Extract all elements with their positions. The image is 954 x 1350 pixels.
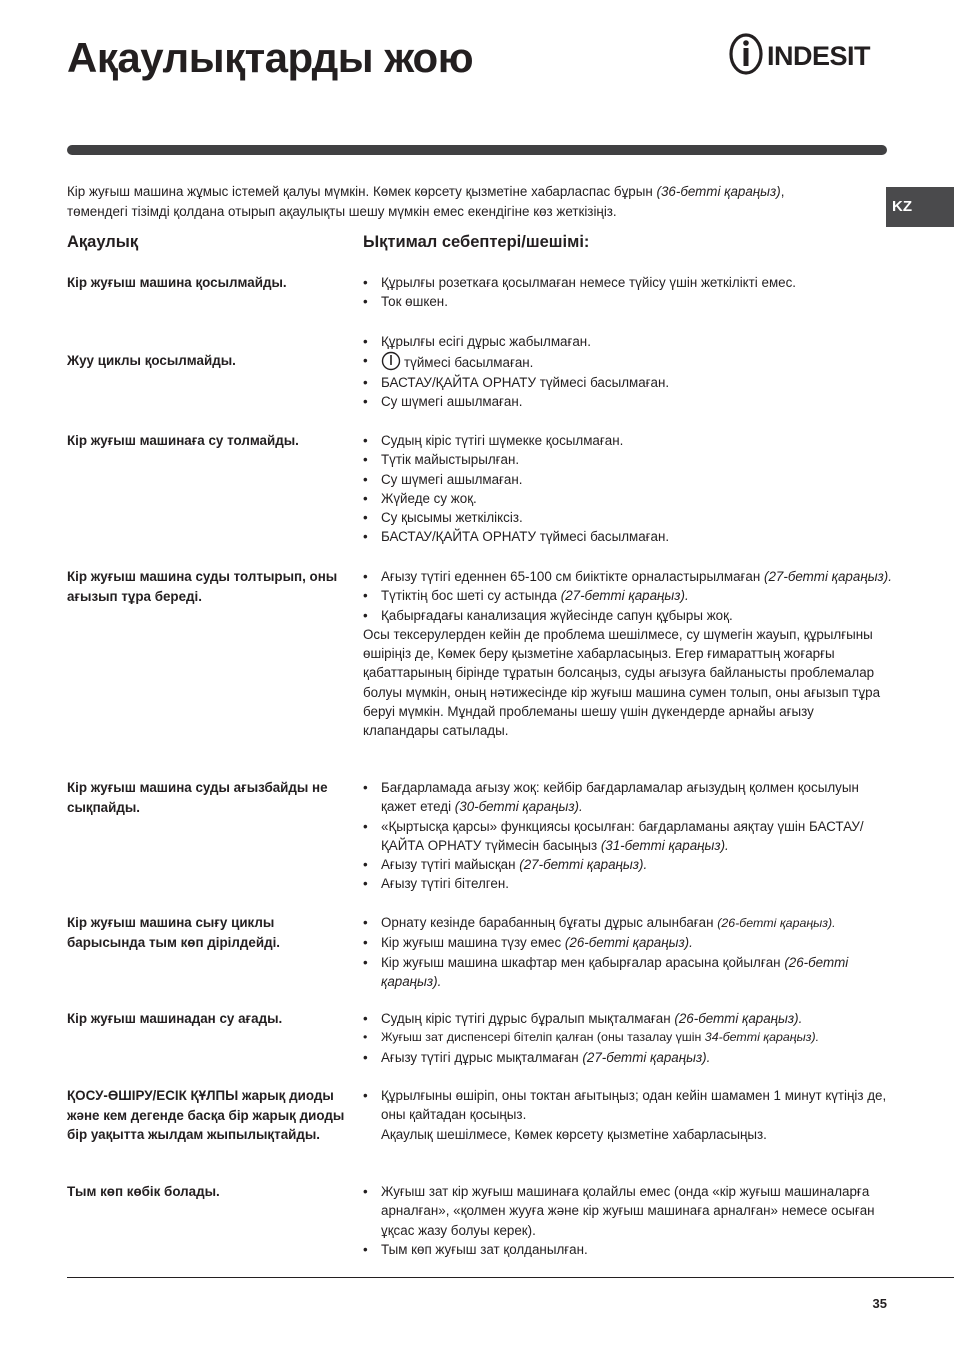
cause-item (363, 817, 893, 856)
cause-text: Бағдарламада ағызу жоқ: кейбір бағдарламалар ағызудың қолмен қосылуын қажет етеді (381, 780, 859, 815)
cause-text: БАСТАУ/ҚАЙТА ОРНАТУ түймесі басылмаған. (381, 374, 670, 390)
cause-text: Судың кіріс түтігі дұрыс бұралып мықталмаған (381, 1011, 671, 1026)
cause-text: Жүйеде су жоқ. (381, 490, 477, 506)
cause-text: Тым көп жуғыш зат қолданылған. (381, 1241, 588, 1257)
causes-list (363, 913, 893, 991)
cause-item (363, 874, 893, 893)
cause-item (363, 913, 893, 933)
cause-text: Кір жуғыш машина түзу емес (381, 935, 562, 951)
cause-item (363, 527, 893, 546)
problem-text: Кір жуғыш машина суды толтырып, оны ағызып тұра береді. (67, 569, 338, 604)
cause-text: Су шүмегі ашылмаған. (381, 471, 523, 487)
causes-list (363, 567, 893, 741)
cause-item (363, 450, 893, 469)
cause-text: Ағызу түтігі бітелген. (381, 876, 509, 892)
cause-text: Қабырғадағы канализация жүйесінде сапун құбыры жоқ. (381, 607, 733, 623)
footer-divider (67, 1277, 954, 1278)
cause-item (363, 431, 893, 450)
page-title: Ақаулықтарды жою (67, 34, 474, 81)
page-reference: (26-бетті қараңыз). (381, 954, 849, 989)
page-reference: 34-бетті қараңыз). (704, 1030, 820, 1045)
intro-paragraph (67, 182, 847, 221)
cause-text: Ағызу түтігі майысқан (381, 857, 516, 873)
cause-text: БАСТАУ/ҚАЙТА ОРНАТУ түймесі басылмаған. (381, 529, 670, 545)
cause-item (363, 1028, 893, 1047)
intro-text: Кір жуғыш машина жұмыс істемей қалуы мүмкін. Көмек көрсету қызметіне хабарласпас бұрын (67, 184, 657, 199)
cause-text: Түтіктің бос шеті су астында (381, 588, 557, 604)
causes-list (363, 332, 893, 411)
causes-list (363, 273, 893, 312)
cause-text: Кір жуғыш машина шкафтар мен қабырғалар арасына қойылған (381, 954, 781, 970)
cause-item (363, 1086, 893, 1144)
power-button-icon (381, 351, 401, 371)
page-reference: (26-бетті қараңыз). (674, 1011, 803, 1026)
cause-item (363, 489, 893, 508)
cause-text: Орнату кезінде барабанның бұғаты дұрыс алынбаған (381, 915, 714, 930)
cause-item (363, 586, 893, 605)
cause-item (363, 1009, 893, 1028)
cause-item (363, 332, 893, 351)
cause-item (363, 1182, 893, 1240)
problem-text: Жуу циклы қосылмайды. (67, 353, 236, 368)
page-reference: (26-бетті қараңыз). (564, 935, 693, 951)
causes-column-header: Ықтимал себептері/шешімі: (363, 233, 590, 251)
cause-text: Құрылғы есігі дұрыс жабылмаған. (381, 334, 591, 349)
problem-column-header: Ақаулық (67, 233, 139, 251)
intro-text-end: , төмендегі тізімді қолдана отырып ақаулықты шешу мүмкін емес екендігіне көз жеткізіңіз. (67, 184, 785, 219)
causes-note: Осы тексерулерден кейін де проблема шешілмесе, су шүмегін жауып, құрылғыны өшіріңіз де, Көмек беру қызметіне хабарласыңыз. Егер ғимараттың жоғарғы қабаттарының бірінде тұратын болсаңыз, суды ағызуға байланысты проблемалар болуы мүмкін, оның нәтижесінде кір жуғыш машина сумен толып, оны ағызып тұра беруі мүмкін. Мұндай проблеманы шешу үшін дүкендерде арнайы ағызу клапандары сатылады. (363, 626, 881, 739)
page-reference: (27-бетті қараңыз). (764, 569, 892, 584)
cause-item (363, 392, 893, 411)
causes-list (363, 1182, 893, 1259)
cause-item (363, 273, 893, 292)
problem-text: Кір жуғыш машина қосылмайды. (67, 275, 287, 290)
cause-text: Жуғыш зат диспенсері бітеліп қалған (оны тазалау үшін (381, 1030, 702, 1045)
page-reference: (27-бетті қараңыз). (582, 1049, 711, 1065)
cause-text: Құрылғыны өшіріп, оны токтан ағытыңыз; одан кейін шамамен 1 минут күтіңіз де, оны қайтадан қосыңыз. (381, 1088, 887, 1123)
cause-text: «Қыртысқа қарсы» функциясы қосылған: бағдарламаны аяқтау үшін БАСТАУ/ҚАЙТА ОРНАТУ түймесін басыңыз (381, 818, 864, 853)
cause-item (363, 373, 893, 392)
cause-text: Ток өшкен. (381, 294, 448, 310)
cause-text: Су қысымы жеткіліксіз. (381, 510, 523, 526)
cause-text: Ағызу түтігі еденнен 65-100 см биіктікте орналастырылмаған (381, 569, 761, 584)
page-number: 35 (872, 1296, 887, 1311)
cause-text: Түтік майыстырылған. (381, 452, 520, 468)
cause-text: Судың кіріс түтігі шүмекке қосылмаған. (381, 433, 624, 448)
causes-list (363, 778, 893, 894)
cause-item (363, 567, 893, 586)
cause-text: Жуғыш зат кір жуғыш машинаға қолайлы емес (онда «кір жуғыш машиналарға арналған», «қолмен жууға және кір жуғыш машинаға арналған» немесе осыған ұқсас жазу болуы керек). (381, 1184, 875, 1238)
causes-list (363, 431, 893, 547)
cause-item (363, 855, 893, 874)
cause-item (363, 933, 893, 952)
indesit-logo (727, 33, 887, 75)
cause-item (363, 1048, 893, 1067)
brand-name: INDESIT (767, 41, 871, 71)
page-reference: (31-бетті қараңыз). (600, 837, 729, 853)
cause-item (363, 470, 893, 489)
page-reference: (30-бетті қараңыз). (454, 799, 583, 815)
problem-text: Кір жуғыш машинаға су толмайды. (67, 433, 299, 448)
causes-list (363, 1086, 893, 1144)
cause-item (363, 1240, 893, 1259)
problem-text: Тым көп көбік болады. (67, 1184, 220, 1199)
cause-item (363, 953, 893, 992)
problem-text: Кір жуғыш машинадан су ағады. (67, 1011, 283, 1026)
cause-item (363, 292, 893, 311)
language-tab: KZ (886, 187, 954, 227)
page-reference: (26-бетті қараңыз). (717, 916, 836, 930)
intro-ref: (36-бетті қараңыз) (656, 184, 781, 199)
cause-item (363, 606, 893, 625)
cause-text: Құрылғы розеткаға қосылмаған немесе түйісу үшін жеткілікті емес. (381, 275, 797, 290)
cause-item (363, 778, 893, 817)
problem-text: ҚОСУ-ӨШІРУ/ЕСІК ҚҰЛПЫ жарық диоды және кем дегенде басқа бір жарық диоды бір уақытта жылдам жыпылықтайды. (67, 1088, 345, 1142)
title-divider (67, 145, 887, 155)
cause-item (363, 508, 893, 527)
problem-text: Кір жуғыш машина сығу циклы барысында тым көп дірілдейді. (67, 915, 281, 950)
page-reference: (27-бетті қараңыз). (560, 588, 689, 604)
cause-text: түймесі басылмаған. (404, 355, 534, 371)
cause-text: Су шүмегі ашылмаған. (381, 393, 523, 409)
cause-text: Ағызу түтігі дұрыс мықталмаған (381, 1049, 579, 1065)
causes-list (363, 1009, 893, 1067)
problem-text: Кір жуғыш машина суды ағызбайды не сықпайды. (67, 780, 328, 815)
cause-item (363, 351, 893, 372)
cause-extra-text: Ақаулық шешілмесе, Көмек көрсету қызметіне хабарласыңыз. (381, 1126, 767, 1142)
page-reference: (27-бетті қараңыз). (519, 857, 648, 873)
